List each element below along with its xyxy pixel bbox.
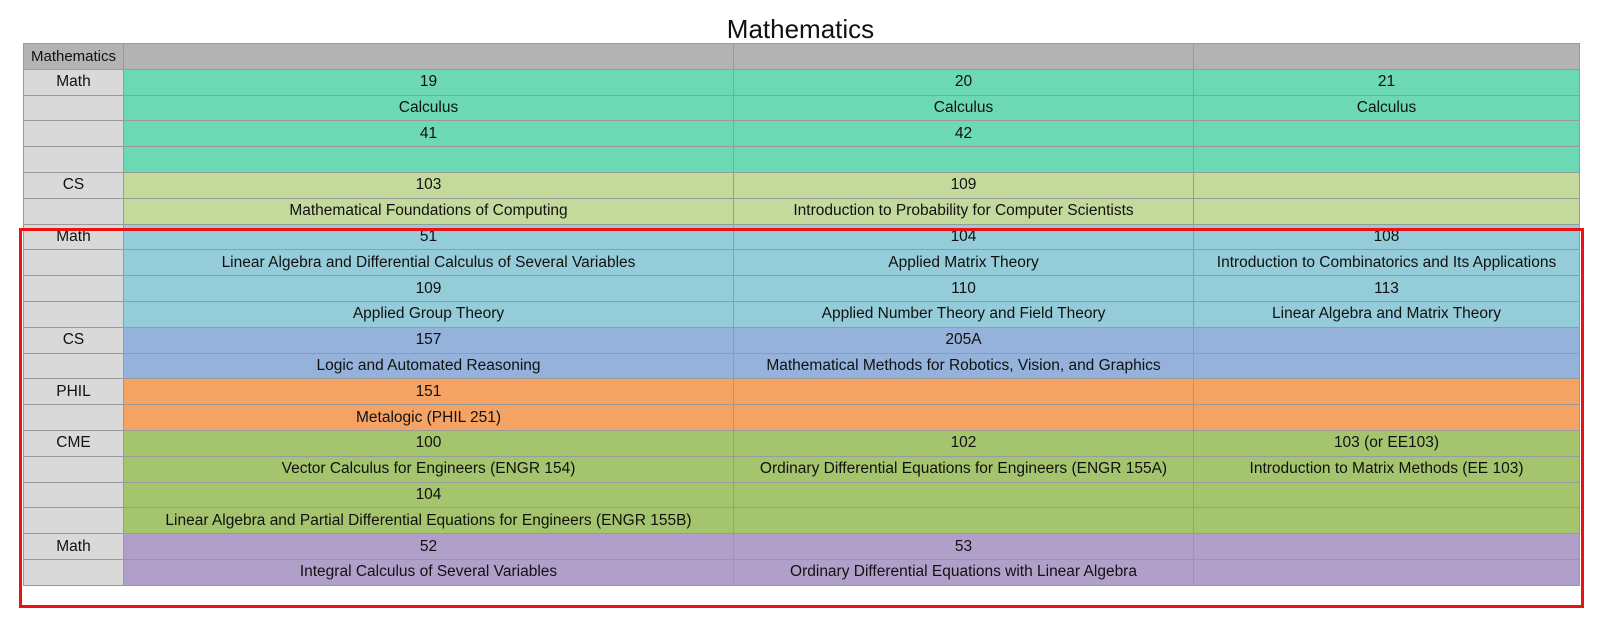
course-cell[interactable] (1194, 379, 1580, 405)
course-cell[interactable]: 21 (1194, 69, 1580, 95)
row-label-cell[interactable]: CS (24, 172, 124, 198)
course-cell[interactable] (1194, 147, 1580, 173)
row-label-cell[interactable] (24, 405, 124, 431)
row-label-cell[interactable]: Math (24, 69, 124, 95)
table-row (24, 379, 1580, 405)
course-cell[interactable] (1194, 327, 1580, 353)
table-row (24, 276, 1580, 302)
row-label-cell[interactable] (24, 250, 124, 276)
course-cell[interactable] (734, 379, 1194, 405)
course-cell[interactable]: 42 (734, 121, 1194, 147)
table-row (24, 508, 1580, 534)
row-label-cell[interactable] (24, 353, 124, 379)
row-label-cell[interactable] (24, 559, 124, 585)
course-cell[interactable]: Introduction to Combinatorics and Its Applications (1194, 250, 1580, 276)
row-label-cell[interactable] (24, 508, 124, 534)
course-cell[interactable]: Calculus (124, 95, 734, 121)
table-row (24, 559, 1580, 585)
course-cell[interactable]: Vector Calculus for Engineers (ENGR 154) (124, 456, 734, 482)
course-cell[interactable]: Introduction to Matrix Methods (EE 103) (1194, 456, 1580, 482)
row-label-cell[interactable] (24, 95, 124, 121)
course-cell[interactable]: 104 (124, 482, 734, 508)
table-row (24, 482, 1580, 508)
course-cell[interactable]: Introduction to Probability for Computer Scientists (734, 198, 1194, 224)
course-cell[interactable]: 19 (124, 69, 734, 95)
course-cell[interactable]: Integral Calculus of Several Variables (124, 559, 734, 585)
course-cell[interactable] (1194, 559, 1580, 585)
page-title: Mathematics (726, 14, 875, 44)
course-cell[interactable] (1194, 534, 1580, 560)
course-cell[interactable] (734, 147, 1194, 173)
row-label-cell[interactable]: PHIL (24, 379, 124, 405)
row-label-cell[interactable] (24, 456, 124, 482)
row-label-cell[interactable]: Math (24, 224, 124, 250)
course-cell[interactable]: Mathematical Methods for Robotics, Vision, and Graphics (734, 353, 1194, 379)
course-cell[interactable] (1194, 508, 1580, 534)
row-label-cell[interactable]: CS (24, 327, 124, 353)
course-cell[interactable]: 41 (124, 121, 734, 147)
course-cell[interactable] (1194, 172, 1580, 198)
course-cell[interactable]: 104 (734, 224, 1194, 250)
table-row (24, 224, 1580, 250)
table-row (24, 456, 1580, 482)
course-cell[interactable]: 20 (734, 69, 1194, 95)
course-cell[interactable]: Applied Group Theory (124, 301, 734, 327)
table-row (24, 534, 1580, 560)
table-row (24, 121, 1580, 147)
row-label-cell[interactable] (24, 121, 124, 147)
header-cell[interactable] (734, 44, 1194, 70)
course-cell[interactable]: Applied Matrix Theory (734, 250, 1194, 276)
header-row (24, 44, 1580, 70)
course-cell[interactable] (734, 405, 1194, 431)
course-cell[interactable]: 102 (734, 430, 1194, 456)
row-label-cell[interactable] (24, 301, 124, 327)
header-cell[interactable] (124, 44, 734, 70)
course-cell[interactable]: 53 (734, 534, 1194, 560)
course-cell[interactable]: 103 (124, 172, 734, 198)
course-cell[interactable]: Linear Algebra and Matrix Theory (1194, 301, 1580, 327)
course-cell[interactable]: 103 (or EE103) (1194, 430, 1580, 456)
course-cell[interactable]: 157 (124, 327, 734, 353)
table-row (24, 327, 1580, 353)
table-row (24, 301, 1580, 327)
course-cell[interactable]: 108 (1194, 224, 1580, 250)
table-row (24, 430, 1580, 456)
row-label-cell[interactable] (24, 198, 124, 224)
course-cell[interactable] (734, 508, 1194, 534)
course-cell[interactable]: 52 (124, 534, 734, 560)
course-cell[interactable] (1194, 405, 1580, 431)
course-cell[interactable] (1194, 353, 1580, 379)
header-cell[interactable] (1194, 44, 1580, 70)
course-cell[interactable]: 110 (734, 276, 1194, 302)
table-row (24, 95, 1580, 121)
course-cell[interactable] (1194, 482, 1580, 508)
course-cell[interactable]: 109 (124, 276, 734, 302)
course-cell[interactable]: Ordinary Differential Equations for Engineers (ENGR 155A) (734, 456, 1194, 482)
course-cell[interactable]: Metalogic (PHIL 251) (124, 405, 734, 431)
course-cell[interactable]: Applied Number Theory and Field Theory (734, 301, 1194, 327)
course-cell[interactable]: 205A (734, 327, 1194, 353)
course-cell[interactable]: 151 (124, 379, 734, 405)
row-label-cell[interactable] (24, 147, 124, 173)
course-cell[interactable] (1194, 198, 1580, 224)
course-cell[interactable]: Calculus (734, 95, 1194, 121)
table-row (24, 353, 1580, 379)
course-cell[interactable] (734, 482, 1194, 508)
table-row (24, 250, 1580, 276)
table-row (24, 405, 1580, 431)
header-label-cell[interactable]: Mathematics (24, 44, 124, 70)
course-cell[interactable]: Logic and Automated Reasoning (124, 353, 734, 379)
row-label-cell[interactable]: Math (24, 534, 124, 560)
course-cell[interactable]: 113 (1194, 276, 1580, 302)
course-cell[interactable] (1194, 121, 1580, 147)
course-cell[interactable]: Linear Algebra and Partial Differential Equations for Engineers (ENGR 155B) (124, 508, 734, 534)
row-label-cell[interactable]: CME (24, 430, 124, 456)
course-cell[interactable]: Calculus (1194, 95, 1580, 121)
table-row (24, 147, 1580, 173)
course-cell[interactable] (124, 147, 734, 173)
table-row (24, 198, 1580, 224)
row-label-cell[interactable] (24, 276, 124, 302)
course-table (23, 43, 1580, 586)
row-label-cell[interactable] (24, 482, 124, 508)
course-cell[interactable]: 51 (124, 224, 734, 250)
course-cell[interactable]: Ordinary Differential Equations with Linear Algebra (734, 559, 1194, 585)
table-row (24, 69, 1580, 95)
course-cell[interactable]: 109 (734, 172, 1194, 198)
course-cell[interactable]: Mathematical Foundations of Computing (124, 198, 734, 224)
table-row (24, 172, 1580, 198)
course-cell[interactable]: Linear Algebra and Differential Calculus of Several Variables (124, 250, 734, 276)
course-cell[interactable]: 100 (124, 430, 734, 456)
